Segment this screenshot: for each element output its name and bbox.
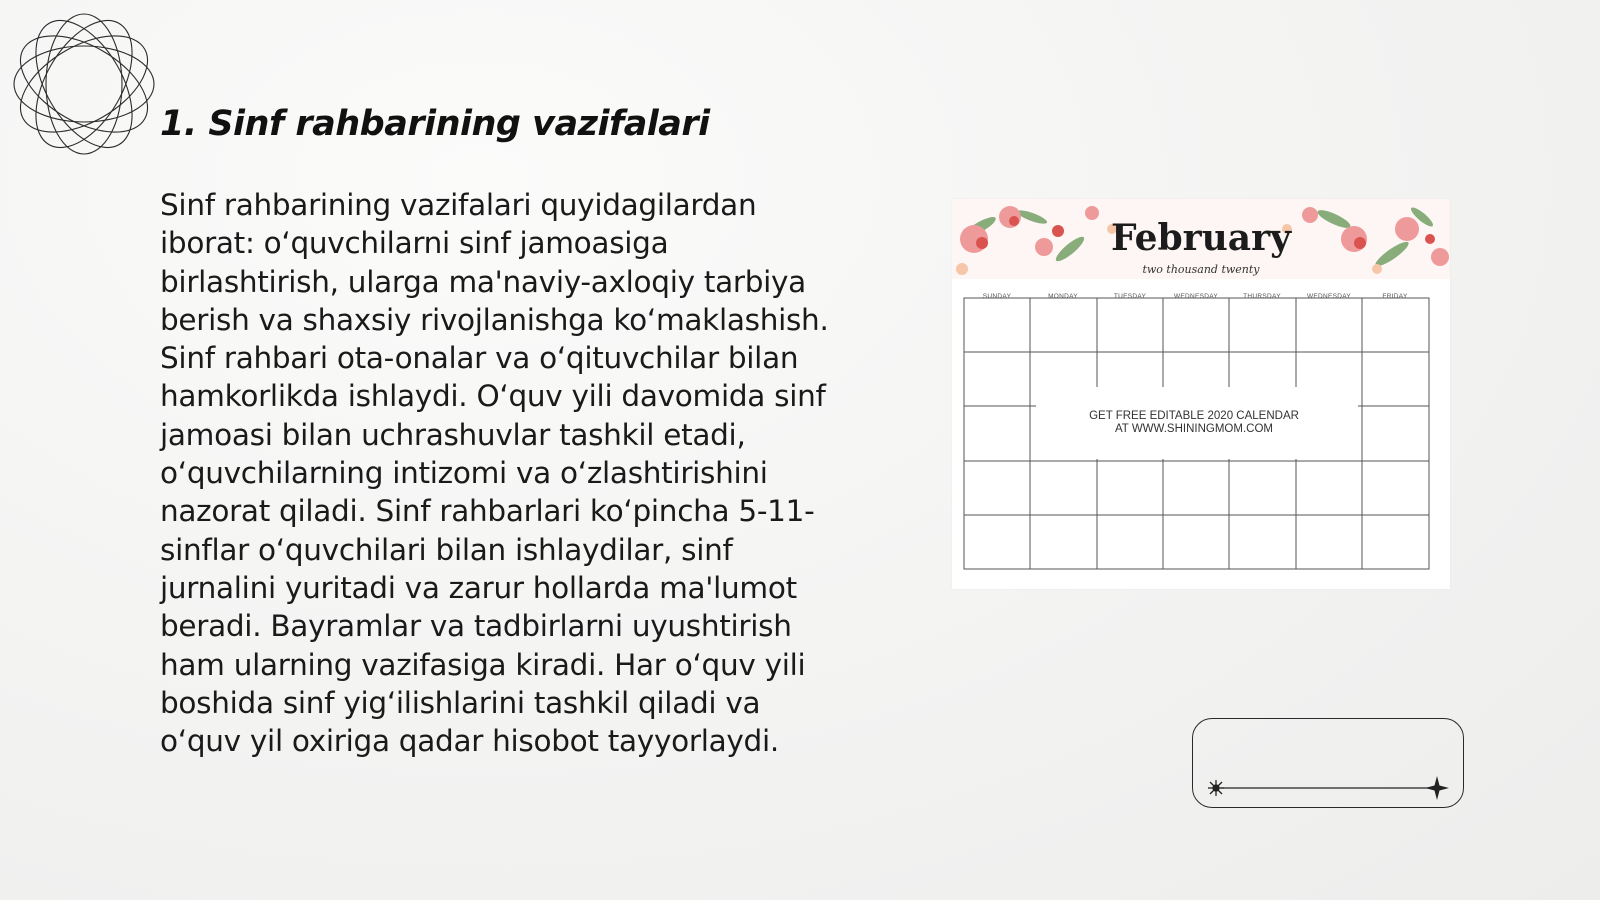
calendar-month: February	[1110, 217, 1292, 259]
weekday-label: FRIDAY	[1382, 293, 1408, 300]
weekday-label: MONDAY	[1048, 293, 1078, 300]
weekday-label: SUNDAY	[982, 293, 1012, 300]
tag-line-graphic	[1193, 719, 1465, 809]
calendar-note-line1: GET FREE EDITABLE 2020 CALENDAR	[1089, 410, 1299, 422]
calendar-note-line2: AT WWW.SHININGMOM.COM	[1114, 423, 1273, 435]
calendar-note	[1064, 410, 1324, 436]
circles-ornament-icon	[10, 10, 158, 158]
star-icon	[1425, 776, 1449, 800]
calendar-image	[952, 199, 1450, 589]
slide-title: 1. Sinf rahbarining vazifalari	[160, 104, 710, 144]
slide-body-text: Sinf rahbarining vazifalari quyidagilardan iborat: o‘quvchilarni sinf jamoasiga birlashtirish, ularga ma'naviy-axloqiy tarbiya berish va shaxsiy rivojlanishga ko‘maklashish. Sinf rahbari ota-onalar va o‘qituvchilar bilan hamkorlikda ishlaydi. O‘quv yili davomida sinf jamoasi bilan uchrashuvlar tashkil etadi, o‘quvchilarning intizomi va o‘zlashtirishini nazorat qiladi. Sinf rahbarlari ko‘pincha 5-11-sinflar o‘quvchilari bilan ishlaydilar, sinf jurnalini yuritadi va zarur hollarda ma'lumot beradi. Bayramlar va tadbirlarni uyushtirish ham ularning vazifasiga kiradi. Har o‘quv yili boshida sinf yig‘ilishlarini tashkil qiladi va o‘quv yil oxiriga qadar hisobot tayyorlaydi.	[160, 188, 829, 759]
weekday-label: WEDNESDAY	[1306, 293, 1352, 300]
decorative-tag-box	[1192, 718, 1464, 808]
weekday-label: TUESDAY	[1113, 293, 1147, 300]
calendar-subtitle: two thousand twenty	[1142, 263, 1260, 276]
weekday-label: THURSDAY	[1243, 293, 1281, 300]
weekday-label: WEDNESDAY	[1173, 293, 1219, 300]
